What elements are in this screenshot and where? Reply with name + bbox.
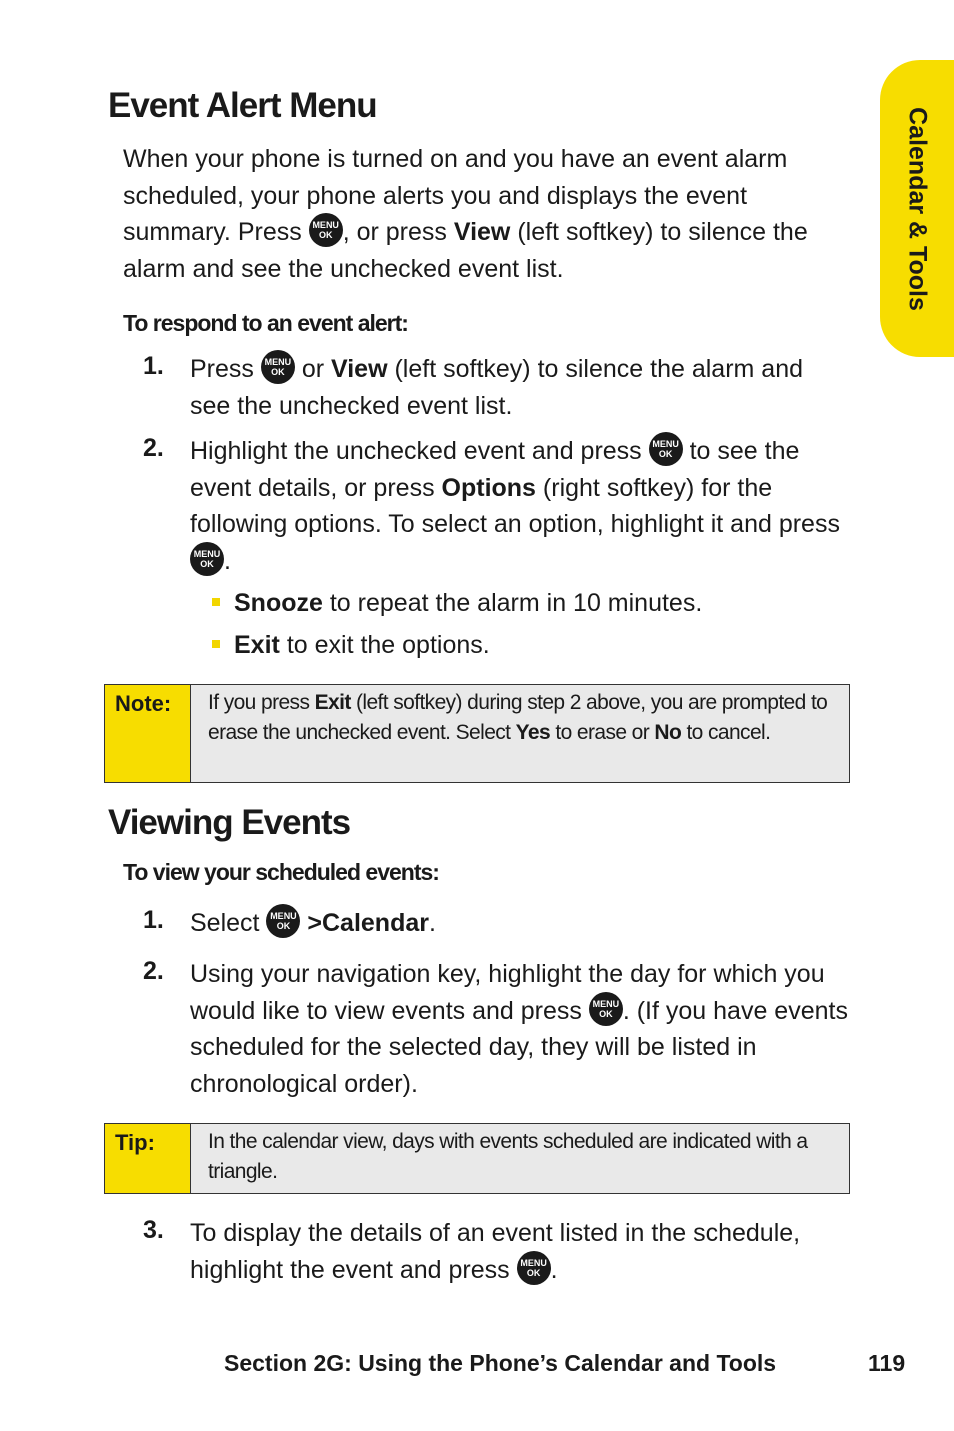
intro-text-1: When your phone is turned on and you have an event alarm scheduled, your phone alerts you and displays the event summary. Press	[123, 145, 788, 246]
step-number: 1.	[143, 352, 164, 380]
menu-ok-key-icon: MENU OK	[517, 1251, 551, 1285]
tip-label: Tip:	[105, 1124, 191, 1193]
subheading-respond: To respond to an event alert:	[123, 310, 408, 336]
view-step-3-text: To display the details of an event listed in the schedule, highlight the event and press MENU OK .	[190, 1219, 801, 1284]
options-softkey-label: Options	[441, 473, 536, 502]
tip-box	[104, 1123, 850, 1194]
step-number: 2.	[143, 957, 164, 985]
note-text: If you press Exit (left softkey) during step 2 above, you are prompted to erase the unchecked event. Select Yes to erase or No to cancel.	[191, 685, 849, 782]
menu-ok-key-icon: MENU OK	[309, 213, 343, 247]
list-item: Snooze to repeat the alarm in 10 minutes.	[212, 585, 702, 622]
step-number: 1.	[143, 906, 164, 934]
view-step-1-text: Select MENU OK >Calendar.	[190, 905, 850, 942]
section-title-event-alert-menu: Event Alert Menu	[108, 86, 377, 125]
footer-section-title: Section 2G: Using the Phone’s Calendar and Tools	[224, 1350, 777, 1376]
subheading-view: To view your scheduled events:	[123, 859, 439, 885]
view-softkey-label: View	[331, 355, 388, 383]
bullet-icon	[212, 598, 220, 606]
view-softkey-label: View	[453, 218, 511, 246]
step-number: 2.	[143, 434, 164, 462]
menu-ok-key-icon: MENU OK	[649, 432, 683, 466]
chevron-right-icon: >	[307, 909, 322, 937]
section-title-viewing-events: Viewing Events	[108, 803, 351, 842]
tip-text: In the calendar view, days with events scheduled are indicated with a triangle.	[191, 1124, 849, 1193]
intro-text-2: , or press	[342, 218, 447, 246]
intro-text-3: (left softkey) to silence the alarm and see the unchecked event list.	[123, 218, 808, 283]
menu-ok-key-icon: MENU OK	[190, 542, 224, 576]
note-box	[104, 684, 850, 783]
bullet-icon	[212, 640, 220, 648]
step-2-text: Highlight the unchecked event and press MENU OK to see the event details, or press Options (right softkey) for the following options. To select an option, highlight it and press MENU OK .	[190, 433, 850, 579]
chapter-tab-label: Calendar & Tools	[903, 106, 932, 311]
view-step-2-text: Using your navigation key, highlight the day for which you would like to view events and press MENU OK . (If you have events scheduled for the selected day, they will be listed in chronological order).	[190, 960, 848, 1098]
menu-ok-key-icon: MENU OK	[589, 992, 623, 1026]
page-number: 119	[868, 1350, 906, 1376]
note-label: Note:	[105, 685, 191, 782]
step-number: 3.	[143, 1216, 164, 1244]
chapter-tab	[880, 60, 954, 357]
menu-ok-key-icon: MENU OK	[261, 350, 295, 384]
intro-paragraph	[123, 141, 853, 287]
menu-ok-key-icon: MENU OK	[266, 904, 300, 938]
step-1-text: Press MENU OK or View (left softkey) to silence the alarm and see the unchecked event list.	[190, 351, 850, 424]
list-item: Exit to exit the options.	[212, 627, 490, 664]
